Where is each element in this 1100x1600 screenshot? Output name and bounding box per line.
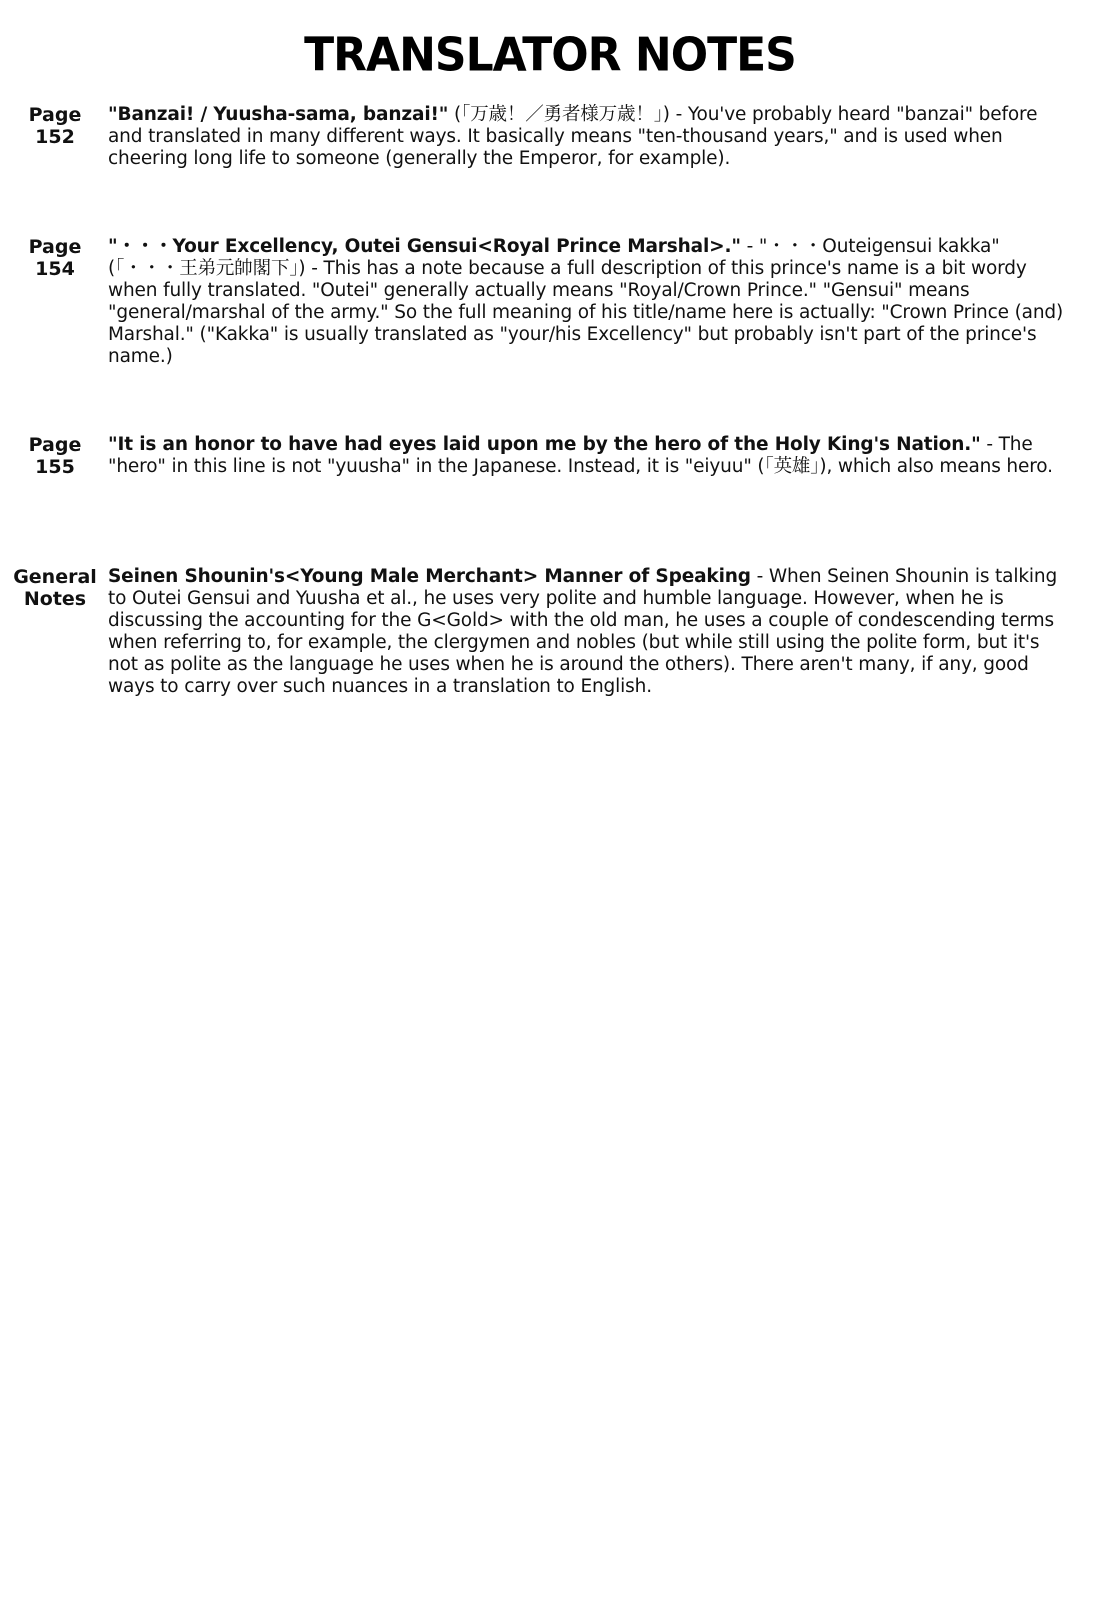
note-text: (「万歳！／勇者様万歳！」) - You've probably heard "banzai" before and translated in many different ways. It basically means "ten-thousand years," and is used when cheering long life to someone (generally the Emperor, for example). (108, 104, 1038, 169)
note-label-line1: Page (28, 236, 82, 258)
note-label (12, 434, 98, 478)
note-text: - When Seinen Shounin is talking to Outei Gensui and Yuusha et al., he uses very polite and humble language. However, when he is discussing the accounting for the G<Gold> with the old man, he uses a couple of condescending terms when referring to, for example, the clergymen and nobles (but while still using the polite form, but it's not as polite as the language he uses when he is around the others). There aren't many, if any, good ways to carry over such nuances in a translation to English. (108, 566, 1058, 697)
note-label-line1: Page (28, 434, 82, 456)
note-text: - The "hero" in this line is not "yuusha" in the Japanese. Instead, it is "eiyuu" (「英雄」), which also means hero. (108, 434, 1053, 477)
note-label (12, 566, 98, 610)
note-label-line2: 152 (35, 126, 75, 148)
note-label-line2: 154 (35, 258, 75, 280)
note-term: Seinen Shounin's<Young Male Merchant> Manner of Speaking (108, 566, 751, 587)
note-label-line1: Page (28, 104, 82, 126)
note-label-line2: Notes (23, 588, 87, 610)
note-term: "・・・Your Excellency, Outei Gensui<Royal Prince Marshal>." (108, 236, 741, 257)
note-label (12, 236, 98, 280)
note-label-line2: 155 (35, 456, 75, 478)
note-label-line1: General (13, 566, 97, 588)
note-body (108, 566, 1070, 698)
note-body (108, 236, 1070, 368)
note-label (12, 104, 98, 148)
note-body (108, 434, 1070, 478)
note-text: - "・・・Outeigensui kakka" (「・・・王弟元帥閣下」) - This has a note because a full description of this prince's name is a bit wordy when fully translated. "Outei" generally actually means "Royal/Crown Prince." "Gensui" means "general/marshal of the army." So the full meaning of his title/name here is actually: "Crown Prince (and) Marshal." ("Kakka" is usually translated as "your/his Excellency" but probably isn't part of the prince's name.) (108, 236, 1064, 367)
page-title: TRANSLATOR NOTES (304, 28, 796, 83)
note-term: "Banzai! / Yuusha-sama, banzai!" (108, 104, 449, 125)
note-term: "It is an honor to have had eyes laid upon me by the hero of the Holy King's Nation." (108, 434, 981, 455)
note-body (108, 104, 1070, 170)
